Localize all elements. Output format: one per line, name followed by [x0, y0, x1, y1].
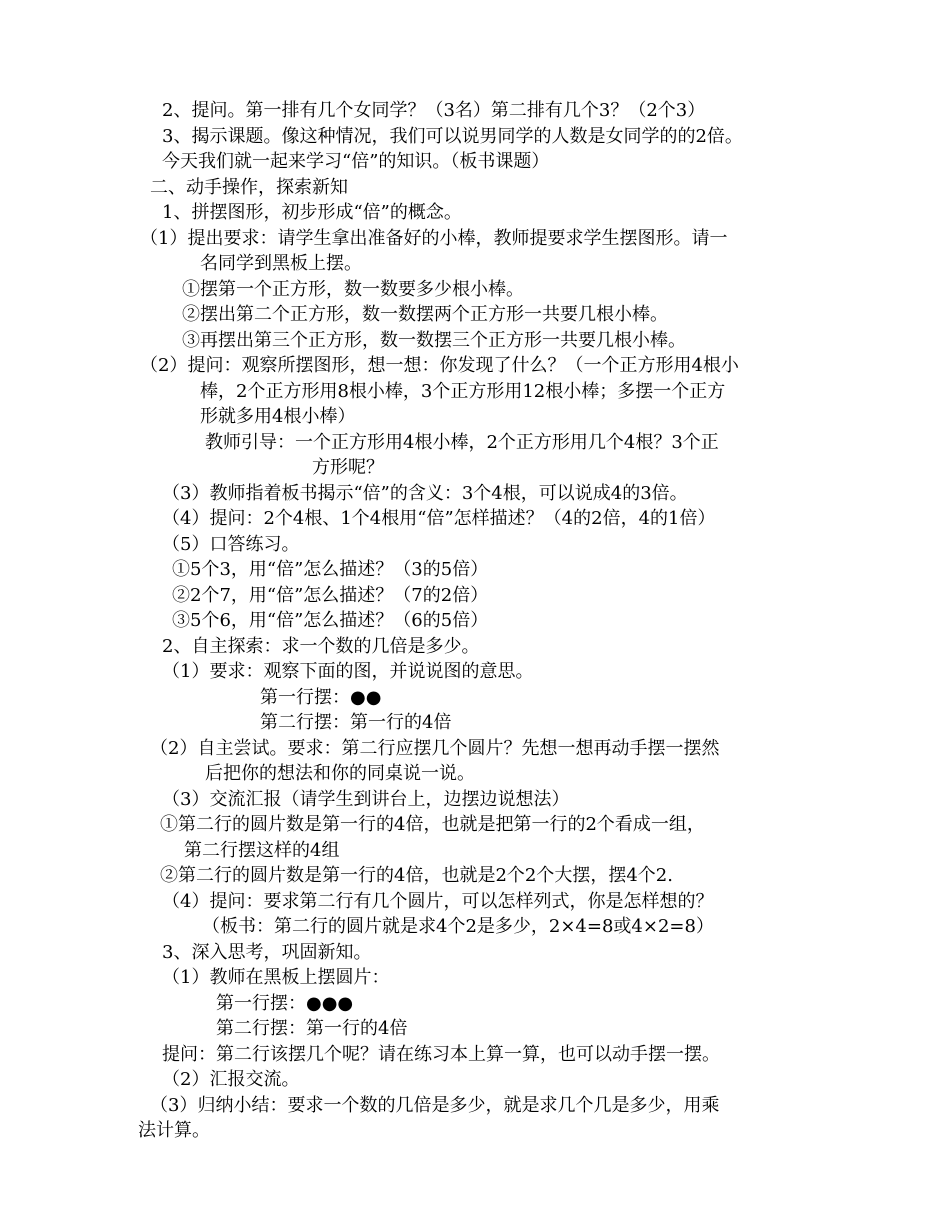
text-line: 形就多用4根小棒） — [200, 406, 356, 427]
text-line: 名同学到黑板上摆。 — [200, 253, 362, 274]
text-line: ②2个7，用“倍”怎么描述？（7的2倍） — [172, 585, 489, 606]
text-line: 教师引导：一个正方形用4根小棒，2个正方形用几个4根？3个正 — [205, 432, 719, 453]
text-line: ①第二行的圆片数是第一行的4倍，也就是把第一行的2个看成一组， — [160, 814, 705, 835]
section-heading: 二、动手操作，探索新知 — [150, 177, 348, 198]
text-line: 2、自主探索：求一个数的几倍是多少。 — [162, 636, 480, 657]
text-line: 3、揭示课题。像这种情况，我们可以说男同学的人数是女同学的的2倍。 — [162, 126, 743, 147]
text-line: 第一行摆：●●● — [216, 993, 354, 1014]
text-line: （4）提问：要求第二行有几个圆片，可以怎样列式，你是怎样想的？ — [162, 891, 714, 912]
text-line: ③5个6，用“倍”怎么描述？（6的5倍） — [172, 610, 489, 631]
text-line: 2、提问。第一排有几个女同学？（3名）第二排有几个3？（2个3） — [162, 100, 706, 121]
text-line: 棒，2个正方形用8根小棒，3个正方形用12根小棒；多摆一个正方 — [200, 381, 726, 402]
text-line: 1、拼摆图形，初步形成“倍”的概念。 — [162, 202, 462, 223]
text-line: （1）提出要求：请学生拿出准备好的小棒，教师提要求学生摆图形。请一 — [140, 228, 728, 249]
text-line: （2）提问：观察所摆图形，想一想：你发现了什么？（一个正方形用4根小 — [140, 355, 739, 376]
text-line: （2）自主尝试。要求：第二行应摆几个圆片？先想一想再动手摆一摆然 — [150, 738, 720, 759]
text-line: ①摆第一个正方形，数一数要多少根小棒。 — [182, 279, 524, 300]
text-line: （板书：第二行的圆片就是求4个2是多少，2×4=8或4×2=8） — [202, 916, 714, 937]
text-line: 第一行摆：●● — [260, 687, 382, 708]
text-line: （3）教师指着板书揭示“倍”的含义：3个4根，可以说成4的3倍。 — [162, 483, 688, 504]
text-line: （1）教师在黑板上摆圆片： — [162, 967, 390, 988]
text-line: 方形呢？ — [312, 457, 384, 478]
text-line: （1）要求：观察下面的图，并说说图的意思。 — [162, 661, 534, 682]
text-line: 3、深入思考，巩固新知。 — [162, 942, 372, 963]
text-line: ①5个3，用“倍”怎么描述？（3的5倍） — [172, 559, 489, 580]
text-line: ③再摆出第三个正方形，数一数摆三个正方形一共要几根小棒。 — [182, 330, 686, 351]
text-line: （2）汇报交流。 — [162, 1069, 300, 1090]
text-line: ②摆出第二个正方形，数一数摆两个正方形一共要几根小棒。 — [182, 304, 668, 325]
text-line: 第二行摆这样的4组 — [184, 840, 340, 861]
text-line: ②第二行的圆片数是第一行的4倍，也就是2个2个大摆，摆4个2. — [160, 865, 673, 886]
text-line: 后把你的想法和你的同桌说一说。 — [205, 763, 475, 784]
text-line: 第二行摆：第一行的4倍 — [216, 1018, 408, 1039]
text-line: 法计算。 — [138, 1120, 210, 1141]
text-line: 第二行摆：第一行的4倍 — [260, 712, 452, 733]
text-line: （3）归纳小结：要求一个数的几倍是多少，就是求几个几是多少，用乘 — [150, 1095, 720, 1116]
text-line: （3）交流汇报（请学生到讲台上，边摆边说想法） — [162, 789, 570, 810]
text-line: （4）提问：2个4根、1个4根用“倍”怎样描述？（4的2倍，4的1倍） — [162, 508, 716, 529]
text-line: （5）口答练习。 — [162, 534, 300, 555]
text-line: 今天我们就一起来学习“倍”的知识。（板书课题） — [162, 151, 550, 172]
text-line: 提问：第二行该摆几个呢？请在练习本上算一算，也可以动手摆一摆。 — [162, 1044, 720, 1065]
